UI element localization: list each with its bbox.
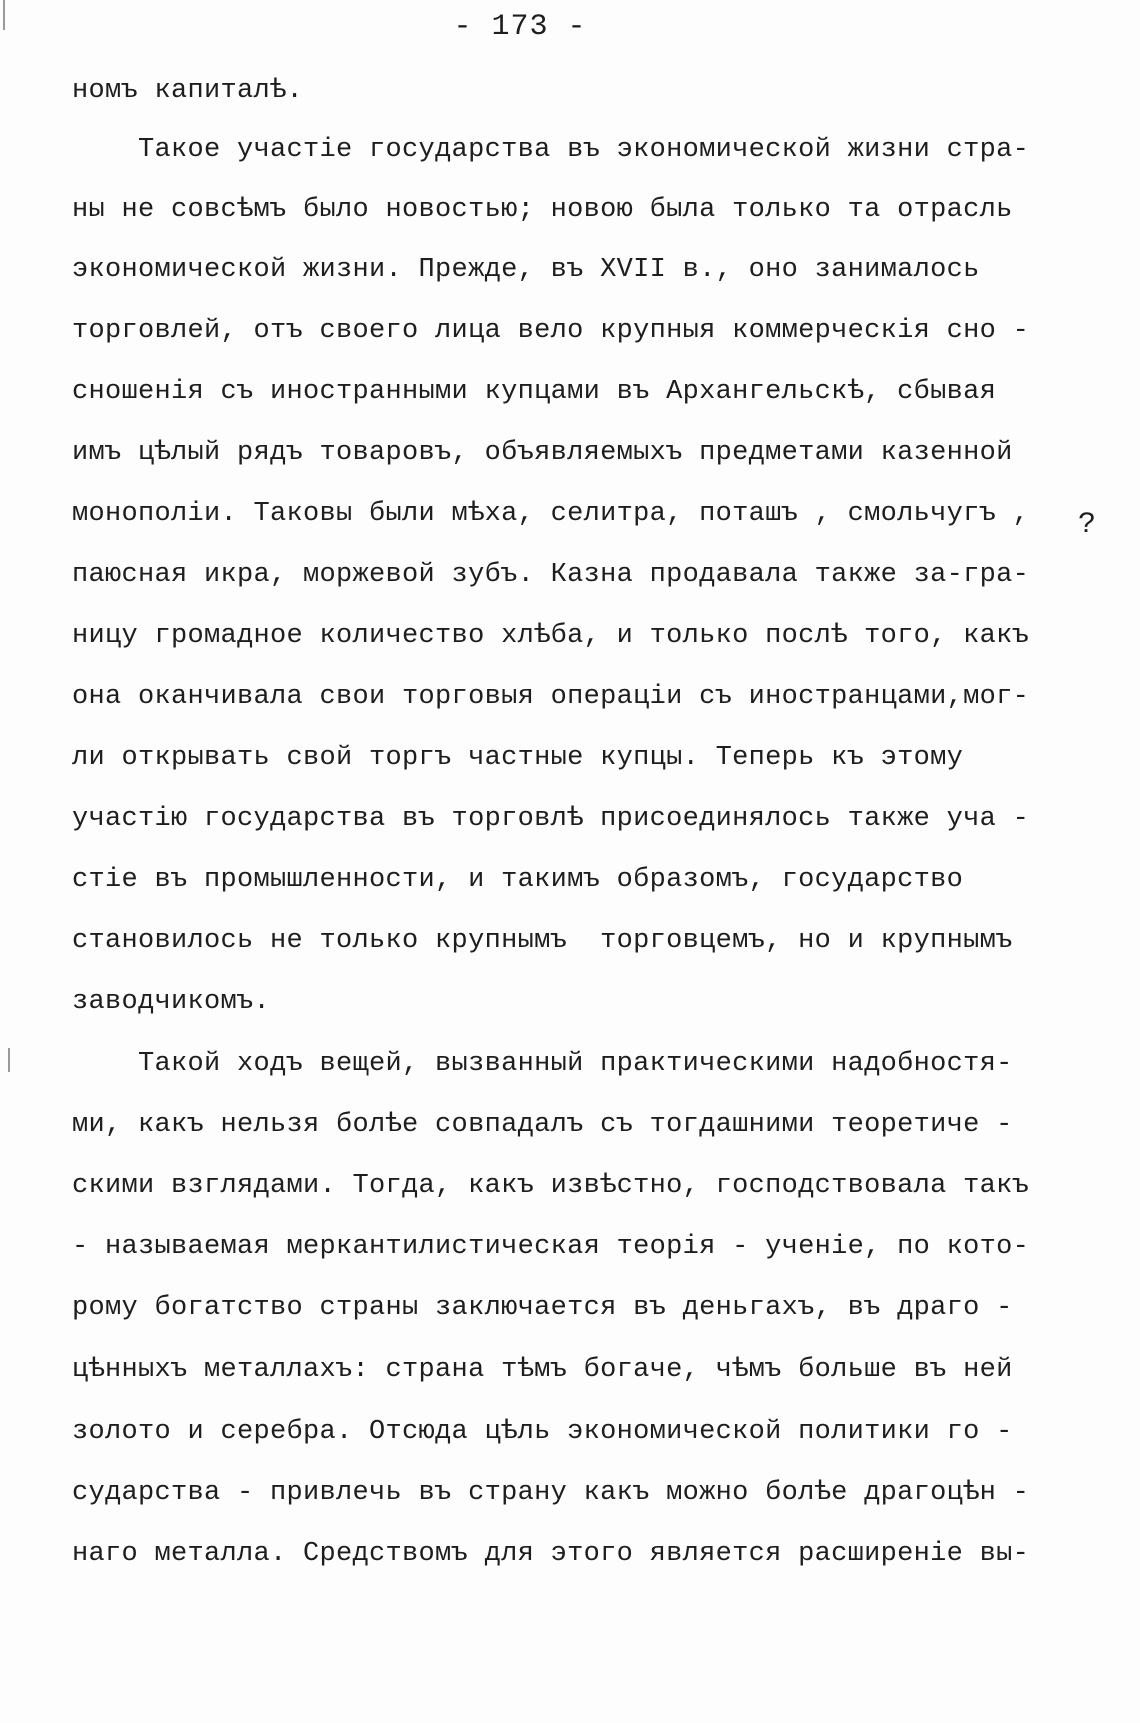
text-line: ми, какъ нельзя болѣе совпадалъ съ тогдашними теоретиче - [72, 1110, 1013, 1140]
text-line: ли открывать свой торгъ частные купцы. Теперь къ этому [72, 743, 964, 773]
text-line: ницу громадное количество хлѣба, и только послѣ того, какъ [72, 621, 1030, 651]
text-line: стіе въ промышленности, и такимъ образомъ, государство [72, 865, 964, 895]
text-line: она оканчивала свои торговыя операціи съ иностранцами,мог- [72, 682, 1030, 712]
text-line: номъ капиталѣ. [72, 76, 304, 106]
text-line: имъ цѣлый рядъ товаровъ, объявляемыхъ предметами казенной [72, 438, 1013, 468]
text-line: торговлей, отъ своего лица вело крупныя коммерческія сно - [72, 316, 1030, 346]
text-line: становилось не только крупнымъ торговцемъ, но и крупнымъ [72, 926, 1013, 956]
text-line: Такое участіе государства въ экономической жизни стра- [72, 135, 1030, 165]
text-line: рому богатство страны заключается въ деньгахъ, въ драго - [72, 1293, 1013, 1323]
text-line: заводчикомъ. [72, 987, 271, 1017]
margin-question-mark: ? [1078, 508, 1097, 542]
text-line: участію государства въ торговлѣ присоединялось также уча - [72, 804, 1030, 834]
text-line: экономической жизни. Прежде, въ XVII в., оно занималось [72, 255, 980, 285]
text-line: золото и серебра. Отсюда цѣль экономической политики го - [72, 1417, 1013, 1447]
scan-edge-mark [8, 1048, 10, 1072]
text-line: сударства - привлечь въ страну какъ можно болѣе драгоцѣн - [72, 1478, 1030, 1508]
text-line: скими взглядами. Тогда, какъ извѣстно, господствовала такъ [72, 1171, 1030, 1201]
page-number: - 173 - [453, 10, 587, 44]
text-line: сношенія съ иностранными купцами въ Архангельскѣ, сбывая [72, 377, 997, 407]
text-line: паюсная икра, моржевой зубъ. Казна продавала также за-гра- [72, 560, 1030, 590]
text-line: цѣнныхъ металлахъ: страна тѣмъ богаче, чѣмъ больше въ ней [72, 1355, 1013, 1385]
text-line: наго металла. Средствомъ для этого является расширеніе вы- [72, 1539, 1030, 1569]
text-line: - называемая меркантилистическая теорія - ученіе, по кото- [72, 1232, 1030, 1262]
text-line: Такой ходъ вещей, вызванный практическими надобностя- [72, 1049, 1013, 1079]
text-line: ны не совсѣмъ было новостью; новою была только та отрасль [72, 195, 1013, 225]
text-line: монополіи. Таковы были мѣха, селитра, поташъ , смольчугъ , [72, 499, 1030, 529]
